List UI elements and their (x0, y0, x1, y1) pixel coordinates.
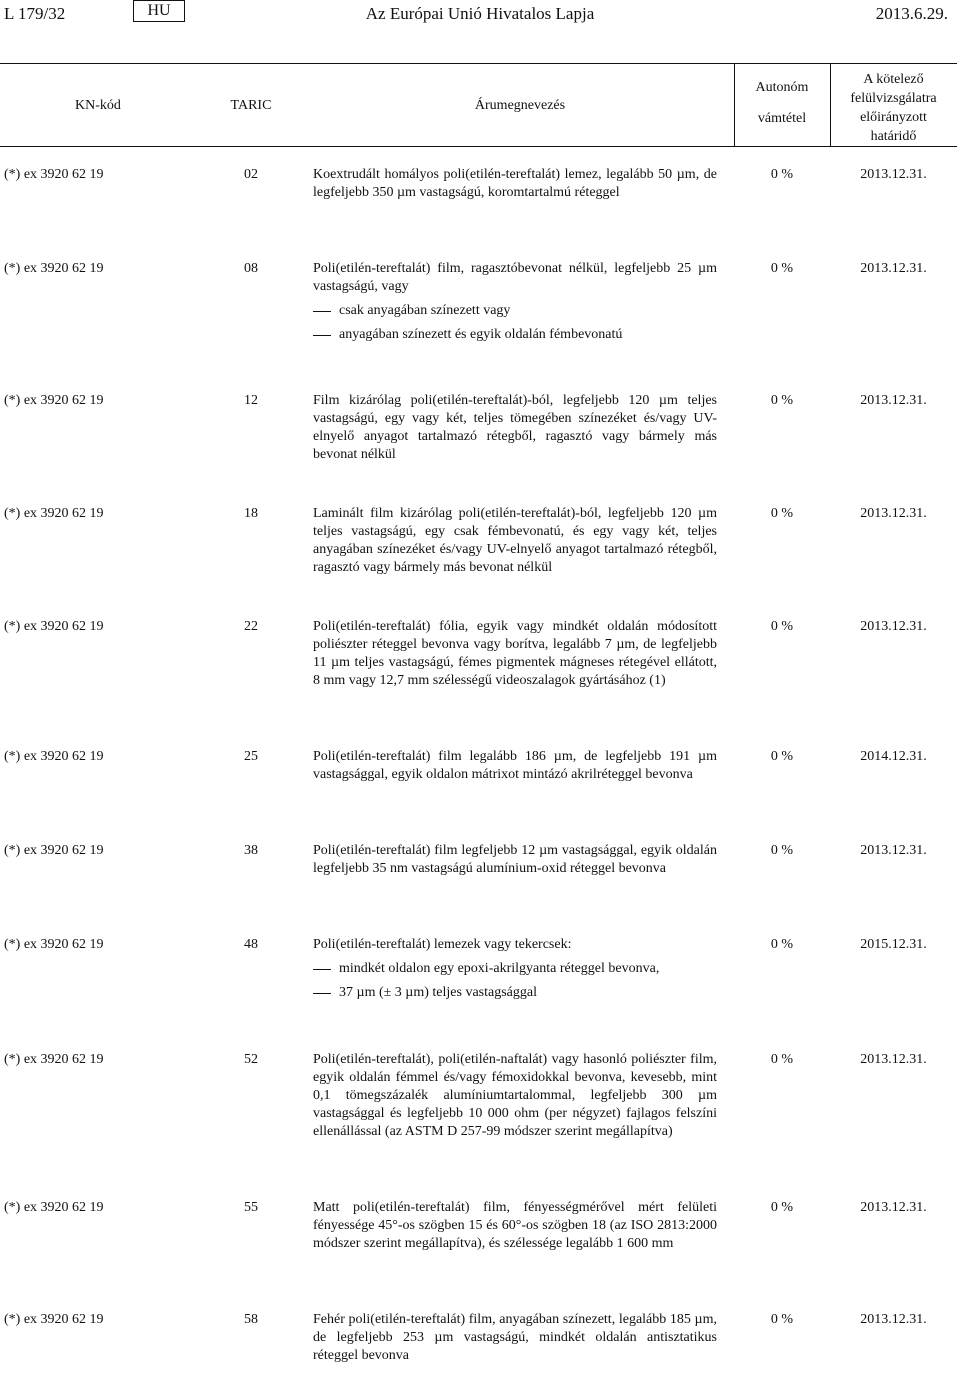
cell-description (313, 166, 717, 202)
description-indent-item: 37 µm (± 3 µm) teljes vastagsággal (313, 984, 717, 1002)
column-header-review-date (830, 70, 957, 146)
cell-review-date: 2013.12.31. (860, 1200, 927, 1215)
description-indent-item: anyagában színezett és egyik oldalán fémbevonatú (313, 326, 717, 344)
column-header-date-line4: határidő (870, 129, 917, 144)
cell-description (313, 505, 717, 577)
column-header-date-line1: A kötelező (863, 72, 924, 87)
cell-kn: (*) ex 3920 62 19 (4, 937, 104, 952)
cell-review-date: 2013.12.31. (860, 167, 927, 182)
cell-description (313, 618, 717, 690)
cell-review-date: 2013.12.31. (860, 506, 927, 521)
cell-description (313, 936, 717, 1002)
column-header-goods: Árumegnevezés (474, 98, 566, 113)
cell-kn: (*) ex 3920 62 19 (4, 261, 104, 276)
column-header-kn: KN-kód (75, 98, 121, 113)
cell-rate: 0 % (770, 619, 794, 634)
cell-rate: 0 % (770, 1200, 794, 1215)
cell-taric: 08 (244, 261, 258, 276)
cell-kn: (*) ex 3920 62 19 (4, 1312, 104, 1327)
column-header-rate (734, 78, 830, 128)
cell-rate: 0 % (770, 506, 794, 521)
cell-kn: (*) ex 3920 62 19 (4, 167, 104, 182)
cell-rate: 0 % (770, 1312, 794, 1327)
cell-description (313, 260, 717, 344)
cell-rate: 0 % (770, 749, 794, 764)
cell-taric: 25 (244, 749, 258, 764)
journal-title: Az Európai Unió Hivatalos Lapja (365, 4, 595, 23)
cell-description (313, 748, 717, 784)
cell-taric: 55 (244, 1200, 258, 1215)
cell-rate: 0 % (770, 167, 794, 182)
cell-kn: (*) ex 3920 62 19 (4, 843, 104, 858)
cell-description (313, 842, 717, 878)
column-header-date-line2: felülvizsgálatra (850, 91, 937, 106)
column-header-date-line3: előirányzott (860, 110, 927, 125)
cell-taric: 18 (244, 506, 258, 521)
cell-kn: (*) ex 3920 62 19 (4, 1052, 104, 1067)
cell-review-date: 2015.12.31. (860, 937, 927, 952)
page-reference: L 179/32 (4, 4, 66, 23)
cell-kn: (*) ex 3920 62 19 (4, 749, 104, 764)
cell-taric: 22 (244, 619, 258, 634)
description-text: Fehér poli(etilén-tereftalát) film, anyagában színezett, legalább 185 µm, de legfeljebb 253 µm vastagságú, mindkét oldalán antisztatikus réteggel bevonva (313, 1312, 717, 1363)
cell-taric: 48 (244, 937, 258, 952)
description-text: Koextrudált homályos poli(etilén-tereftalát) lemez, legalább 50 µm, de legfeljebb 350 µm vastagságú, koromtartalmú réteggel (313, 167, 717, 200)
cell-description (313, 1311, 717, 1365)
language-badge: HU (133, 0, 185, 22)
cell-rate: 0 % (770, 843, 794, 858)
description-indent-item: csak anyagában színezett vagy (313, 302, 717, 320)
cell-kn: (*) ex 3920 62 19 (4, 619, 104, 634)
cell-taric: 12 (244, 393, 258, 408)
cell-review-date: 2013.12.31. (860, 843, 927, 858)
cell-taric: 52 (244, 1052, 258, 1067)
cell-kn: (*) ex 3920 62 19 (4, 393, 104, 408)
table-header-rule (0, 146, 957, 147)
cell-description (313, 1199, 717, 1253)
cell-review-date: 2013.12.31. (860, 1052, 927, 1067)
column-header-taric: TARIC (230, 98, 272, 113)
cell-review-date: 2013.12.31. (860, 261, 927, 276)
cell-description (313, 392, 717, 464)
table-top-rule (0, 63, 957, 64)
description-text: Poli(etilén-tereftalát) film legalább 186 µm, de legfeljebb 191 µm vastagsággal, egyik oldalon mátrixot mintázó akrilréteggel bevonva (313, 749, 717, 782)
cell-taric: 38 (244, 843, 258, 858)
column-header-rate-line1: Autonóm (755, 80, 809, 95)
description-text: Film kizárólag poli(etilén-tereftalát)-ból, legfeljebb 120 µm teljes vastagságú, egy vagy két, teljes tömegében színezéket és/vagy UV-elnyelő anyagot tartalmazó rétegből, ragasztó vagy bármely más bevonat nélkül (313, 393, 717, 462)
description-text: Poli(etilén-tereftalát) fólia, egyik vagy mindkét oldalán módosított poliészter réteggel bevonva vagy borítva, legalább 7 µm, de legfeljebb 11 µm teljes vastagságú, fémes pigmentek mágneses rétegével ellátott, 8 mm vagy 12,7 mm szélességű videoszalagok gyártásához (1) (313, 619, 717, 688)
cell-rate: 0 % (770, 937, 794, 952)
column-header-rate-line2: vámtétel (757, 111, 807, 126)
cell-rate: 0 % (770, 261, 794, 276)
description-text: Poli(etilén-tereftalát), poli(etilén-naftalát) vagy hasonló poliészter film, egyik oldalán fémmel és/vagy fémoxidokkal bevonva, kevesebb, mint 0,1 tömegszázalék alumíniumtartalommal, legfeljebb 300 µm vastagsággal és legfeljebb 10 000 ohm (per négyzet) fajlagos felszíni ellenállással (az ASTM D 257-99 módszer szerint megállapítva) (313, 1052, 717, 1139)
description-text: Laminált film kizárólag poli(etilén-tereftalát)-ból, legfeljebb 120 µm teljes vastagságú, egy csak fémbevonatú, és egy vagy két, teljes anyagában színezéket és/vagy UV-elnyelő anyagot tartalmazó rétegből, ragasztó vagy bármely más bevonat nélkül (313, 506, 717, 575)
cell-review-date: 2014.12.31. (860, 749, 927, 764)
cell-taric: 02 (244, 167, 258, 182)
issue-date: 2013.6.29. (875, 4, 948, 23)
cell-rate: 0 % (770, 393, 794, 408)
cell-description (313, 1051, 717, 1141)
cell-taric: 58 (244, 1312, 258, 1327)
description-indent-item: mindkét oldalon egy epoxi-akrilgyanta réteggel bevonva, (313, 960, 717, 978)
cell-review-date: 2013.12.31. (860, 393, 927, 408)
cell-rate: 0 % (770, 1052, 794, 1067)
cell-review-date: 2013.12.31. (860, 1312, 927, 1327)
description-text: Poli(etilén-tereftalát) film legfeljebb 12 µm vastagsággal, egyik oldalán legfeljebb 35 nm vastagságú alumínium-oxid réteggel bevonva (313, 843, 717, 876)
cell-kn: (*) ex 3920 62 19 (4, 506, 104, 521)
cell-kn: (*) ex 3920 62 19 (4, 1200, 104, 1215)
description-text: Matt poli(etilén-tereftalát) film, fényességmérővel mért felületi fényessége 45°-os szögben 15 és 60°-os szögben 18 (az ISO 2813:2000 módszer szerint megállapítva), és szélessége legalább 1 600 mm (313, 1200, 717, 1251)
description-text: Poli(etilén-tereftalát) lemezek vagy tekercsek: (313, 937, 572, 952)
description-text: Poli(etilén-tereftalát) film, ragasztóbevonat nélkül, legfeljebb 25 µm vastagságú, vagy (313, 261, 717, 294)
cell-review-date: 2013.12.31. (860, 619, 927, 634)
